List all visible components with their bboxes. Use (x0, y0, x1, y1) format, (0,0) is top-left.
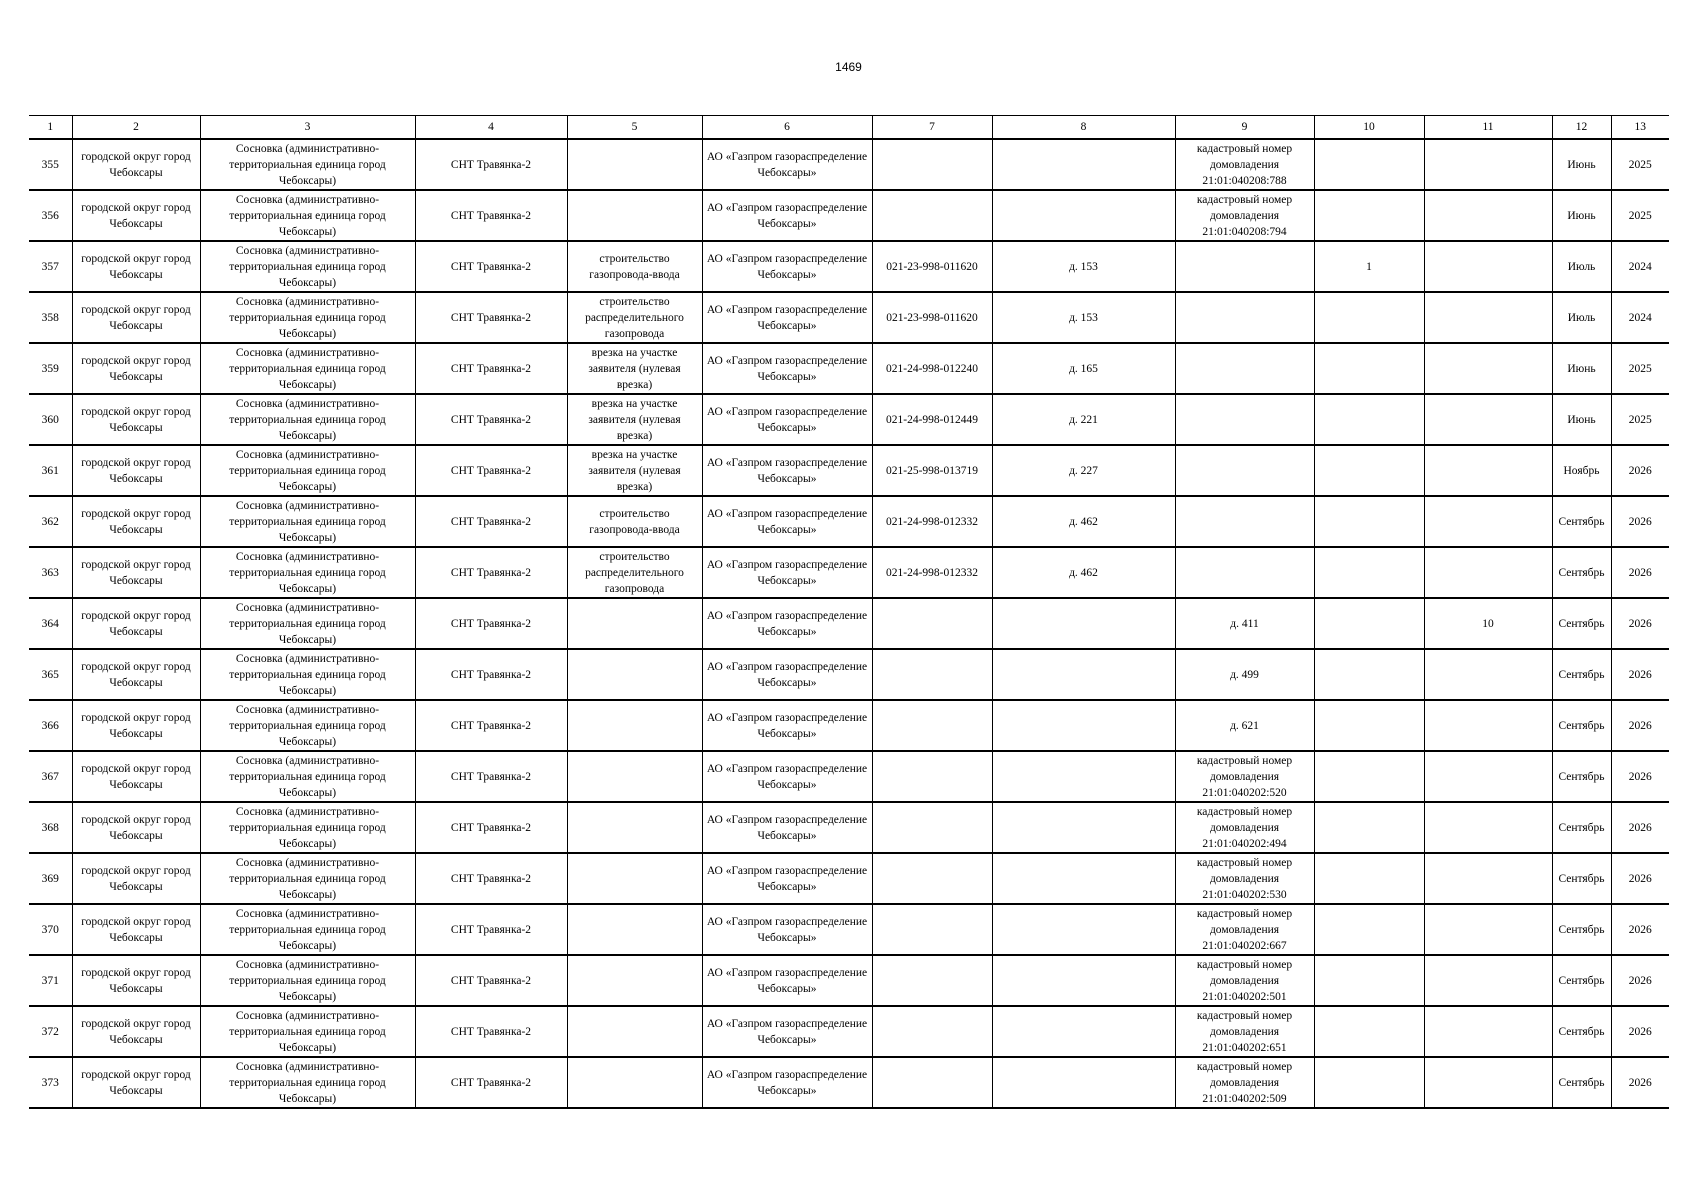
cell-municipality: городской округ город Чебоксары (72, 751, 200, 802)
cell-cadastral-info (1175, 445, 1314, 496)
cell-row-number: 371 (29, 955, 72, 1006)
cell-work-type (567, 598, 702, 649)
cell-application-number (872, 190, 992, 241)
cell-settlement: Сосновка (административно-территориальная единица город Чебоксары) (200, 598, 415, 649)
cell-month: Июнь (1552, 343, 1611, 394)
cell-municipality: городской округ город Чебоксары (72, 700, 200, 751)
cell-house-number (992, 190, 1175, 241)
cell-municipality: городской округ город Чебоксары (72, 649, 200, 700)
cell-house-number: д. 165 (992, 343, 1175, 394)
cell-municipality: городской округ город Чебоксары (72, 955, 200, 1006)
cell-organization: АО «Газпром газораспределение Чебоксары» (702, 445, 872, 496)
cell-work-type (567, 139, 702, 190)
cell-col-10-value (1314, 496, 1424, 547)
cell-work-type: строительство распределительного газопровода (567, 547, 702, 598)
cell-house-number: д. 227 (992, 445, 1175, 496)
cell-house-number (992, 649, 1175, 700)
cell-month: Сентябрь (1552, 1057, 1611, 1108)
cell-settlement: Сосновка (административно-территориальная единица город Чебоксары) (200, 853, 415, 904)
cell-row-number: 361 (29, 445, 72, 496)
cell-house-number (992, 700, 1175, 751)
cell-house-number: д. 462 (992, 547, 1175, 598)
cell-municipality: городской округ город Чебоксары (72, 547, 200, 598)
cell-organization: АО «Газпром газораспределение Чебоксары» (702, 853, 872, 904)
cell-year: 2024 (1611, 292, 1669, 343)
cell-year: 2026 (1611, 853, 1669, 904)
cell-municipality: городской округ город Чебоксары (72, 598, 200, 649)
cell-settlement: Сосновка (административно-территориальная единица город Чебоксары) (200, 190, 415, 241)
cell-application-number: 021-23-998-011620 (872, 241, 992, 292)
cell-application-number: 021-24-998-012332 (872, 547, 992, 598)
cell-row-number: 373 (29, 1057, 72, 1108)
cell-month: Сентябрь (1552, 802, 1611, 853)
cell-work-type (567, 1006, 702, 1057)
cell-settlement: Сосновка (административно-территориальная единица город Чебоксары) (200, 139, 415, 190)
cell-year: 2024 (1611, 241, 1669, 292)
cell-col-11-value (1424, 292, 1552, 343)
cell-settlement: Сосновка (административно-территориальная единица город Чебоксары) (200, 904, 415, 955)
cell-application-number (872, 598, 992, 649)
cell-col-10-value (1314, 649, 1424, 700)
cell-settlement: Сосновка (административно-территориальная единица город Чебоксары) (200, 802, 415, 853)
cell-cadastral-info: кадастровый номер домовладения 21:01:040202:651 (1175, 1006, 1314, 1057)
cell-organization: АО «Газпром газораспределение Чебоксары» (702, 598, 872, 649)
table-row (29, 1006, 1669, 1057)
table-row (29, 700, 1669, 751)
cell-street-object: СНТ Травянка-2 (415, 904, 567, 955)
cell-street-object: СНТ Травянка-2 (415, 496, 567, 547)
cell-application-number: 021-24-998-012332 (872, 496, 992, 547)
cell-row-number: 367 (29, 751, 72, 802)
cell-municipality: городской округ город Чебоксары (72, 343, 200, 394)
cell-col-10-value (1314, 394, 1424, 445)
cell-work-type: врезка на участке заявителя (нулевая врезка) (567, 394, 702, 445)
cell-col-11-value (1424, 343, 1552, 394)
cell-col-11-value (1424, 139, 1552, 190)
cell-col-10-value (1314, 955, 1424, 1006)
cell-settlement: Сосновка (административно-территориальная единица город Чебоксары) (200, 496, 415, 547)
cell-cadastral-info: кадастровый номер домовладения 21:01:040202:667 (1175, 904, 1314, 955)
cell-cadastral-info: д. 621 (1175, 700, 1314, 751)
cell-row-number: 366 (29, 700, 72, 751)
cell-application-number (872, 139, 992, 190)
cell-cadastral-info: кадастровый номер домовладения 21:01:040202:520 (1175, 751, 1314, 802)
cell-work-type: врезка на участке заявителя (нулевая врезка) (567, 343, 702, 394)
cell-application-number (872, 751, 992, 802)
cell-street-object: СНТ Травянка-2 (415, 751, 567, 802)
cell-cadastral-info (1175, 292, 1314, 343)
cell-municipality: городской округ город Чебоксары (72, 139, 200, 190)
cell-house-number (992, 598, 1175, 649)
cell-col-11-value (1424, 1006, 1552, 1057)
cell-organization: АО «Газпром газораспределение Чебоксары» (702, 802, 872, 853)
cell-month: Сентябрь (1552, 853, 1611, 904)
table-row (29, 496, 1669, 547)
cell-organization: АО «Газпром газораспределение Чебоксары» (702, 700, 872, 751)
cell-month: Сентябрь (1552, 598, 1611, 649)
cell-work-type (567, 1057, 702, 1108)
cell-col-11-value (1424, 496, 1552, 547)
cell-settlement: Сосновка (административно-территориальная единица город Чебоксары) (200, 649, 415, 700)
cell-application-number: 021-24-998-012240 (872, 343, 992, 394)
cell-month: Июнь (1552, 139, 1611, 190)
cell-year: 2026 (1611, 802, 1669, 853)
cell-settlement: Сосновка (административно-территориальная единица город Чебоксары) (200, 700, 415, 751)
cell-work-type (567, 751, 702, 802)
cell-organization: АО «Газпром газораспределение Чебоксары» (702, 394, 872, 445)
cell-organization: АО «Газпром газораспределение Чебоксары» (702, 139, 872, 190)
table-row (29, 394, 1669, 445)
cell-col-10-value (1314, 1006, 1424, 1057)
cell-street-object: СНТ Травянка-2 (415, 955, 567, 1006)
cell-street-object: СНТ Травянка-2 (415, 139, 567, 190)
column-header-12: 12 (1552, 116, 1611, 140)
cell-municipality: городской округ город Чебоксары (72, 292, 200, 343)
table-row (29, 598, 1669, 649)
cell-row-number: 357 (29, 241, 72, 292)
cell-settlement: Сосновка (административно-территориальная единица город Чебоксары) (200, 955, 415, 1006)
table-row (29, 904, 1669, 955)
cell-municipality: городской округ город Чебоксары (72, 1057, 200, 1108)
cell-work-type: врезка на участке заявителя (нулевая врезка) (567, 445, 702, 496)
cell-house-number: д. 462 (992, 496, 1175, 547)
column-header-7: 7 (872, 116, 992, 140)
cell-row-number: 370 (29, 904, 72, 955)
cell-street-object: СНТ Травянка-2 (415, 802, 567, 853)
cell-row-number: 356 (29, 190, 72, 241)
cell-month: Сентябрь (1552, 751, 1611, 802)
table-row (29, 1057, 1669, 1108)
cell-month: Июль (1552, 292, 1611, 343)
table-body (29, 139, 1669, 1108)
cell-application-number (872, 649, 992, 700)
cell-row-number: 368 (29, 802, 72, 853)
cell-row-number: 360 (29, 394, 72, 445)
table-row (29, 802, 1669, 853)
cell-street-object: СНТ Травянка-2 (415, 343, 567, 394)
cell-municipality: городской округ город Чебоксары (72, 394, 200, 445)
cell-col-11-value (1424, 445, 1552, 496)
cell-settlement: Сосновка (административно-территориальная единица город Чебоксары) (200, 1006, 415, 1057)
cell-municipality: городской округ город Чебоксары (72, 904, 200, 955)
cell-work-type: строительство газопровода-ввода (567, 496, 702, 547)
cell-organization: АО «Газпром газораспределение Чебоксары» (702, 241, 872, 292)
cell-month: Июль (1552, 241, 1611, 292)
cell-year: 2025 (1611, 343, 1669, 394)
cell-work-type (567, 802, 702, 853)
cell-work-type: строительство распределительного газопровода (567, 292, 702, 343)
cell-house-number: д. 221 (992, 394, 1175, 445)
cell-cadastral-info: кадастровый номер домовладения 21:01:040202:530 (1175, 853, 1314, 904)
cell-municipality: городской округ город Чебоксары (72, 496, 200, 547)
cell-year: 2026 (1611, 700, 1669, 751)
cell-house-number: д. 153 (992, 292, 1175, 343)
cell-col-11-value: 10 (1424, 598, 1552, 649)
cell-year: 2026 (1611, 649, 1669, 700)
cell-street-object: СНТ Травянка-2 (415, 1057, 567, 1108)
cell-organization: АО «Газпром газораспределение Чебоксары» (702, 547, 872, 598)
cell-organization: АО «Газпром газораспределение Чебоксары» (702, 292, 872, 343)
table-row (29, 649, 1669, 700)
cell-house-number (992, 904, 1175, 955)
cell-application-number (872, 904, 992, 955)
cell-col-10-value (1314, 343, 1424, 394)
column-header-8: 8 (992, 116, 1175, 140)
cell-settlement: Сосновка (административно-территориальная единица город Чебоксары) (200, 547, 415, 598)
cell-col-10-value (1314, 445, 1424, 496)
cell-col-10-value (1314, 547, 1424, 598)
cell-organization: АО «Газпром газораспределение Чебоксары» (702, 190, 872, 241)
cell-cadastral-info (1175, 343, 1314, 394)
table-row (29, 445, 1669, 496)
cell-street-object: СНТ Травянка-2 (415, 853, 567, 904)
cell-settlement: Сосновка (административно-территориальная единица город Чебоксары) (200, 394, 415, 445)
cell-work-type (567, 700, 702, 751)
cell-application-number (872, 1057, 992, 1108)
cell-work-type (567, 904, 702, 955)
cell-col-11-value (1424, 700, 1552, 751)
cell-year: 2026 (1611, 445, 1669, 496)
column-header-5: 5 (567, 116, 702, 140)
table-row (29, 292, 1669, 343)
cell-col-10-value (1314, 751, 1424, 802)
table-row (29, 853, 1669, 904)
cell-row-number: 363 (29, 547, 72, 598)
cell-year: 2026 (1611, 1006, 1669, 1057)
cell-municipality: городской округ город Чебоксары (72, 190, 200, 241)
cell-col-10-value (1314, 904, 1424, 955)
cell-cadastral-info (1175, 394, 1314, 445)
cell-street-object: СНТ Травянка-2 (415, 700, 567, 751)
cell-work-type (567, 649, 702, 700)
cell-col-10-value (1314, 1057, 1424, 1108)
table-row (29, 751, 1669, 802)
cell-col-10-value (1314, 853, 1424, 904)
cell-application-number (872, 955, 992, 1006)
cell-house-number (992, 802, 1175, 853)
cell-settlement: Сосновка (административно-территориальная единица город Чебоксары) (200, 751, 415, 802)
column-header-9: 9 (1175, 116, 1314, 140)
cell-year: 2026 (1611, 955, 1669, 1006)
table-row (29, 343, 1669, 394)
cell-year: 2026 (1611, 751, 1669, 802)
cell-street-object: СНТ Травянка-2 (415, 598, 567, 649)
cell-col-10-value (1314, 190, 1424, 241)
cell-street-object: СНТ Травянка-2 (415, 190, 567, 241)
cell-work-type (567, 955, 702, 1006)
cell-organization: АО «Газпром газораспределение Чебоксары» (702, 1006, 872, 1057)
cell-street-object: СНТ Травянка-2 (415, 445, 567, 496)
cell-house-number (992, 751, 1175, 802)
cell-row-number: 358 (29, 292, 72, 343)
cell-month: Сентябрь (1552, 1006, 1611, 1057)
cell-year: 2026 (1611, 598, 1669, 649)
cell-month: Июнь (1552, 394, 1611, 445)
cell-work-type (567, 853, 702, 904)
cell-application-number: 021-24-998-012449 (872, 394, 992, 445)
cell-organization: АО «Газпром газораспределение Чебоксары» (702, 751, 872, 802)
cell-year: 2026 (1611, 904, 1669, 955)
cell-house-number (992, 1006, 1175, 1057)
cell-street-object: СНТ Травянка-2 (415, 292, 567, 343)
cell-application-number (872, 853, 992, 904)
cell-street-object: СНТ Травянка-2 (415, 547, 567, 598)
cell-col-11-value (1424, 547, 1552, 598)
cell-organization: АО «Газпром газораспределение Чебоксары» (702, 955, 872, 1006)
cell-col-10-value (1314, 598, 1424, 649)
cell-application-number (872, 700, 992, 751)
cell-month: Сентябрь (1552, 496, 1611, 547)
register-table (29, 115, 1669, 1109)
cell-col-10-value (1314, 802, 1424, 853)
cell-month: Сентябрь (1552, 649, 1611, 700)
cell-col-11-value (1424, 190, 1552, 241)
cell-house-number (992, 139, 1175, 190)
cell-row-number: 359 (29, 343, 72, 394)
cell-col-10-value: 1 (1314, 241, 1424, 292)
cell-month: Сентябрь (1552, 955, 1611, 1006)
cell-settlement: Сосновка (административно-территориальная единица город Чебоксары) (200, 241, 415, 292)
cell-cadastral-info: д. 411 (1175, 598, 1314, 649)
cell-street-object: СНТ Травянка-2 (415, 394, 567, 445)
cell-row-number: 369 (29, 853, 72, 904)
table-row (29, 547, 1669, 598)
cell-street-object: СНТ Травянка-2 (415, 241, 567, 292)
cell-cadastral-info: кадастровый номер домовладения 21:01:040202:509 (1175, 1057, 1314, 1108)
cell-col-11-value (1424, 853, 1552, 904)
cell-house-number (992, 853, 1175, 904)
cell-house-number (992, 1057, 1175, 1108)
cell-col-11-value (1424, 955, 1552, 1006)
cell-cadastral-info: кадастровый номер домовладения 21:01:040208:788 (1175, 139, 1314, 190)
table-row (29, 190, 1669, 241)
cell-work-type: строительство газопровода-ввода (567, 241, 702, 292)
cell-year: 2026 (1611, 1057, 1669, 1108)
cell-municipality: городской округ город Чебоксары (72, 802, 200, 853)
table-row (29, 241, 1669, 292)
cell-col-11-value (1424, 241, 1552, 292)
cell-row-number: 362 (29, 496, 72, 547)
table-row (29, 955, 1669, 1006)
cell-cadastral-info (1175, 547, 1314, 598)
cell-house-number: д. 153 (992, 241, 1175, 292)
cell-work-type (567, 190, 702, 241)
cell-municipality: городской округ город Чебоксары (72, 241, 200, 292)
cell-month: Сентябрь (1552, 547, 1611, 598)
cell-municipality: городской округ город Чебоксары (72, 1006, 200, 1057)
cell-settlement: Сосновка (административно-территориальная единица город Чебоксары) (200, 445, 415, 496)
header-row (29, 116, 1669, 140)
cell-col-11-value (1424, 649, 1552, 700)
column-header-2: 2 (72, 116, 200, 140)
cell-settlement: Сосновка (административно-территориальная единица город Чебоксары) (200, 343, 415, 394)
cell-cadastral-info: кадастровый номер домовладения 21:01:040202:494 (1175, 802, 1314, 853)
cell-year: 2025 (1611, 190, 1669, 241)
column-header-10: 10 (1314, 116, 1424, 140)
cell-cadastral-info: кадастровый номер домовладения 21:01:040208:794 (1175, 190, 1314, 241)
cell-organization: АО «Газпром газораспределение Чебоксары» (702, 649, 872, 700)
cell-cadastral-info (1175, 496, 1314, 547)
cell-cadastral-info: кадастровый номер домовладения 21:01:040202:501 (1175, 955, 1314, 1006)
cell-month: Ноябрь (1552, 445, 1611, 496)
cell-col-10-value (1314, 292, 1424, 343)
cell-col-10-value (1314, 700, 1424, 751)
cell-application-number: 021-23-998-011620 (872, 292, 992, 343)
table-row (29, 139, 1669, 190)
cell-house-number (992, 955, 1175, 1006)
cell-col-11-value (1424, 394, 1552, 445)
cell-col-11-value (1424, 904, 1552, 955)
cell-year: 2025 (1611, 394, 1669, 445)
cell-col-11-value (1424, 1057, 1552, 1108)
cell-row-number: 365 (29, 649, 72, 700)
cell-col-11-value (1424, 802, 1552, 853)
table-header (29, 116, 1669, 140)
cell-street-object: СНТ Травянка-2 (415, 1006, 567, 1057)
column-header-13: 13 (1611, 116, 1669, 140)
cell-row-number: 355 (29, 139, 72, 190)
cell-municipality: городской округ город Чебоксары (72, 445, 200, 496)
cell-cadastral-info: д. 499 (1175, 649, 1314, 700)
cell-municipality: городской округ город Чебоксары (72, 853, 200, 904)
cell-year: 2026 (1611, 547, 1669, 598)
cell-col-11-value (1424, 751, 1552, 802)
cell-organization: АО «Газпром газораспределение Чебоксары» (702, 904, 872, 955)
cell-year: 2025 (1611, 139, 1669, 190)
column-header-4: 4 (415, 116, 567, 140)
cell-settlement: Сосновка (административно-территориальная единица город Чебоксары) (200, 1057, 415, 1108)
cell-application-number (872, 802, 992, 853)
column-header-3: 3 (200, 116, 415, 140)
cell-organization: АО «Газпром газораспределение Чебоксары» (702, 1057, 872, 1108)
cell-street-object: СНТ Травянка-2 (415, 649, 567, 700)
cell-year: 2026 (1611, 496, 1669, 547)
cell-organization: АО «Газпром газораспределение Чебоксары» (702, 343, 872, 394)
column-header-11: 11 (1424, 116, 1552, 140)
cell-month: Сентябрь (1552, 904, 1611, 955)
cell-row-number: 372 (29, 1006, 72, 1057)
cell-settlement: Сосновка (административно-территориальная единица город Чебоксары) (200, 292, 415, 343)
page-number: 1469 (835, 60, 862, 74)
cell-application-number (872, 1006, 992, 1057)
cell-application-number: 021-25-998-013719 (872, 445, 992, 496)
cell-month: Сентябрь (1552, 700, 1611, 751)
column-header-1: 1 (29, 116, 72, 140)
cell-row-number: 364 (29, 598, 72, 649)
cell-month: Июнь (1552, 190, 1611, 241)
column-header-6: 6 (702, 116, 872, 140)
cell-col-10-value (1314, 139, 1424, 190)
cell-cadastral-info (1175, 241, 1314, 292)
cell-organization: АО «Газпром газораспределение Чебоксары» (702, 496, 872, 547)
